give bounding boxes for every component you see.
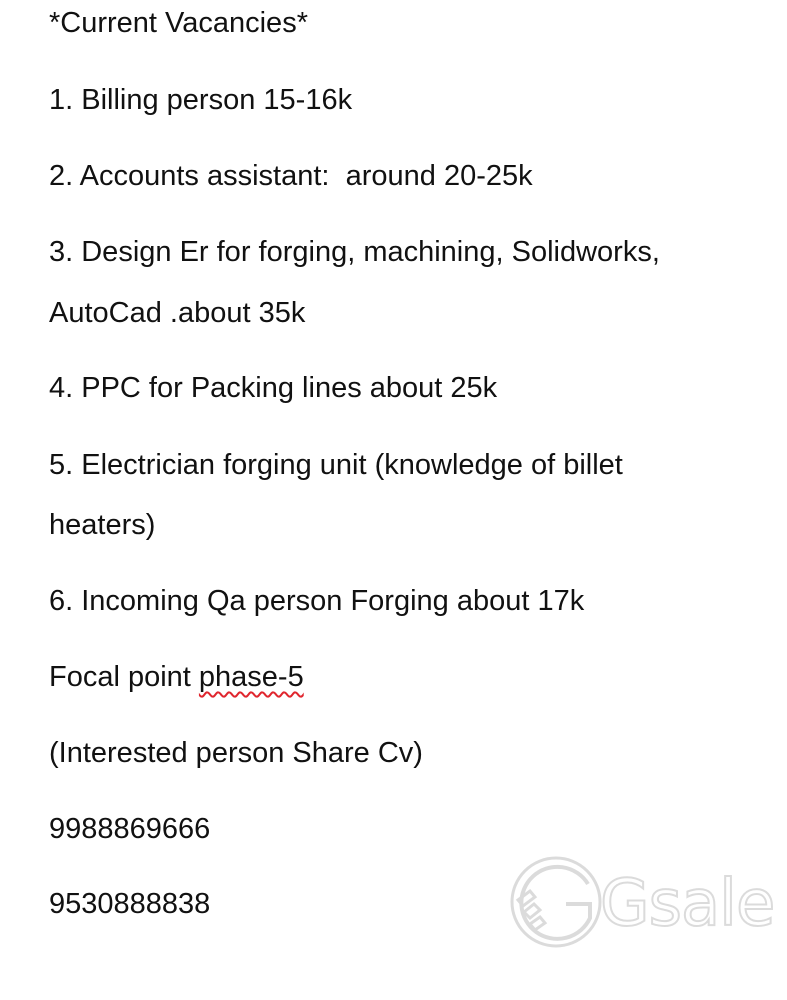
vacancy-item-2: 2. Accounts assistant: around 20-25k <box>49 160 533 192</box>
vacancy-item-5: 5. Electrician forging unit (knowledge of billet <box>49 449 623 481</box>
vacancy-item-5-continued: heaters) <box>49 509 156 541</box>
vacancies-heading: *Current Vacancies* <box>49 7 308 39</box>
phone-number-1: 9988869666 <box>49 813 211 845</box>
spellcheck-word[interactable]: phase-5 <box>198 661 304 693</box>
vacancy-item-4: 4. PPC for Packing lines about 25k <box>49 372 498 404</box>
phone-number-2: 9530888838 <box>49 888 211 920</box>
share-cv-note: (Interested person Share Cv) <box>49 737 423 769</box>
location-prefix: Focal point <box>49 661 199 693</box>
vacancy-item-3-continued: AutoCad .about 35k <box>49 297 306 329</box>
vacancy-item-3: 3. Design Er for forging, machining, Solidworks, <box>49 236 660 268</box>
gsale-watermark-text: Gsale <box>600 867 775 941</box>
location-line <box>49 659 304 695</box>
vacancy-item-1: 1. Billing person 15-16k <box>49 84 353 116</box>
gsale-logo-icon <box>504 852 604 952</box>
gsale-watermark <box>504 852 775 952</box>
vacancy-item-6: 6. Incoming Qa person Forging about 17k <box>49 585 585 617</box>
